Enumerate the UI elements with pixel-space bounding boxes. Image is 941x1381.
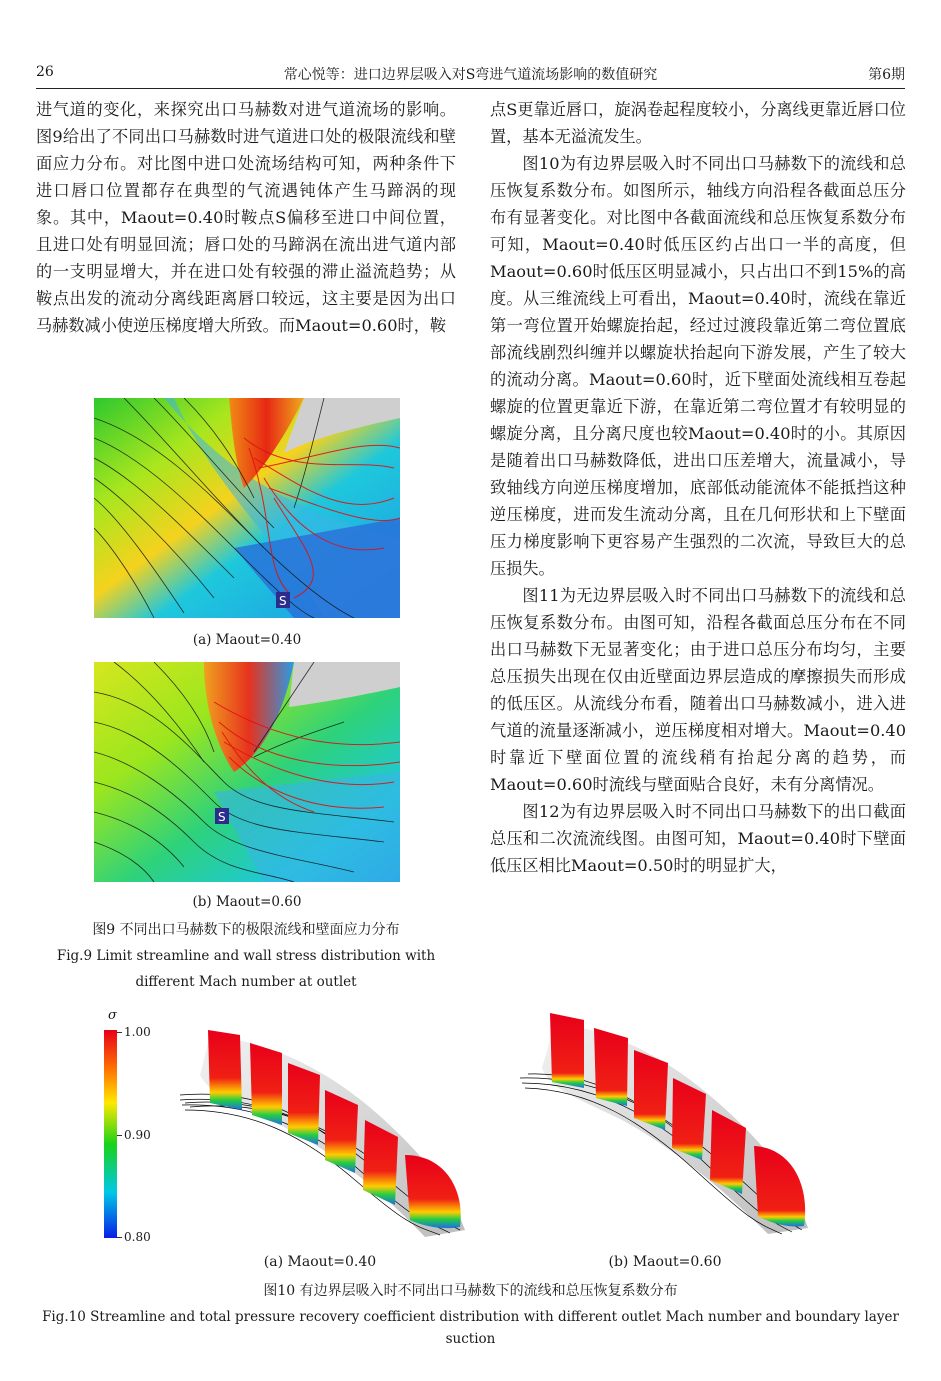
colorbar-symbol: σ bbox=[108, 1008, 117, 1023]
saddle-point-label-a: S bbox=[279, 594, 287, 608]
page-number: 26 bbox=[36, 64, 54, 80]
colorbar-gradient bbox=[104, 1030, 117, 1238]
figure-10-caption-en: Fig.10 Streamline and total pressure recovery coefficient distribution with different outlet Mach number and boundary layer suction bbox=[42, 1309, 899, 1347]
running-header bbox=[36, 62, 905, 84]
colorbar-tick-bottom: 0.80 bbox=[124, 1230, 151, 1244]
figure-9-caption-en-2: different Mach number at outlet bbox=[135, 974, 357, 990]
colorbar bbox=[96, 1008, 166, 1248]
header-rule bbox=[36, 88, 905, 89]
right-paragraph-2: 图10为有边界层吸入时不同出口马赫数下的流线和总压恢复系数分布。如图所示，轴线方向沿程各截面总压分布有显著变化。对比图中各截面流线和总压恢复系数分布可知，Maout=0.40时低压区约占出口一半的高度，但Maout=0.60时低压区明显减小，只占出口不到15%的高度。从三维流线上可看出，Maout=0.40时，流线在靠近第一弯位置开始螺旋抬起，经过过渡段靠近第二弯位置底部流线剧烈纠缠并以螺旋状抬起向下游发展，产生了较大的流动分离。Maout=0.60时，近下壁面处流线相互卷起螺旋的位置更靠近下游，在靠近第二弯位置才有较明显的螺旋分离，且分离尺度也较Maout=0.40时的小。其原因是随着出口马赫数降低，进出口压差增大，流量减小，导致轴线方向逆压梯度增加，底部低动能流体不能抵挡这种逆压梯度，进而发生流动分离，且在几何形状和上下壁面压力梯度影响下更容易产生强烈的二次流，导致巨大的总压损失。 bbox=[490, 154, 906, 578]
right-paragraph-3: 图11为无边界层吸入时不同出口马赫数下的流线和总压恢复系数分布。由图可知，沿程各截面总压分布在不同出口马赫数下无显著变化；由于进口总压分布均匀，主要总压损失出现在仅由近壁面边界层造成的摩擦损失而形成的低压区。从流线分布看，随着出口马赫数减小，进入进气道的流量逐渐减小，逆压梯度相对增大。Maout=0.40时靠近下壁面位置的流线稍有抬起分离的趋势，而Maout=0.60时流线与壁面贴合良好，未有分离情况。 bbox=[490, 586, 906, 794]
running-title: 常心悦等：进口边界层吸入对S弯进气道流场影响的数值研究 bbox=[283, 67, 658, 83]
figure-9-caption-en-1: Fig.9 Limit streamline and wall stress distribution with bbox=[56, 948, 436, 964]
figure-10a-image bbox=[170, 1015, 470, 1240]
figure-10b-label: (b) Maout=0.60 bbox=[608, 1254, 722, 1270]
figure-10-caption-cn: 图10 有边界层吸入时不同出口马赫数下的流线和总压恢复系数分布 bbox=[263, 1283, 678, 1299]
figure-9b-label: (b) Maout=0.60 bbox=[192, 894, 302, 910]
figure-9-caption-cn: 图9 不同出口马赫数下的极限流线和壁面应力分布 bbox=[92, 922, 400, 938]
figure-10b-image bbox=[510, 1008, 815, 1238]
colorbar-tick-top: 1.00 bbox=[124, 1025, 151, 1039]
figure-9a-image bbox=[94, 398, 400, 618]
figure-9a-label: (a) Maout=0.40 bbox=[192, 632, 302, 648]
right-paragraph-4: 图12为有边界层吸入时不同出口马赫数下的出口截面总压和二次流流线图。由图可知，Maout=0.40时下壁面低压区相比Maout=0.50时的明显扩大， bbox=[490, 802, 906, 875]
right-column-text bbox=[490, 96, 906, 879]
saddle-point-label-b: S bbox=[218, 810, 226, 824]
issue-number: 第6期 bbox=[868, 67, 905, 83]
figure-9b-image bbox=[94, 662, 400, 882]
right-paragraph-1: 点S更靠近唇口，旋涡卷起程度较小，分离线更靠近唇口位置，基本无溢流发生。 bbox=[490, 100, 906, 146]
figure-10a-label: (a) Maout=0.40 bbox=[263, 1254, 377, 1270]
left-paragraph-1: 进气道的变化，来探究出口马赫数对进气道流场的影响。图9给出了不同出口马赫数时进气道进口处的极限流线和壁面应力分布。对比图中进口处流场结构可知，两种条件下进口唇口位置都存在典型的气流遇钝体产生马蹄涡的现象。其中，Maout=0.40时鞍点S偏移至进口中间位置，且进口处有明显回流；唇口处的马蹄涡在流出进气道内部的一支明显增大，并在进口处有较强的滞止溢流趋势；从鞍点出发的流动分离线距离唇口较远，这主要是因为出口马赫数减小使逆压梯度增大所致。而Maout=0.60时，鞍 bbox=[36, 100, 456, 335]
left-column-text bbox=[36, 96, 456, 339]
colorbar-tick-mid: 0.90 bbox=[124, 1128, 151, 1142]
